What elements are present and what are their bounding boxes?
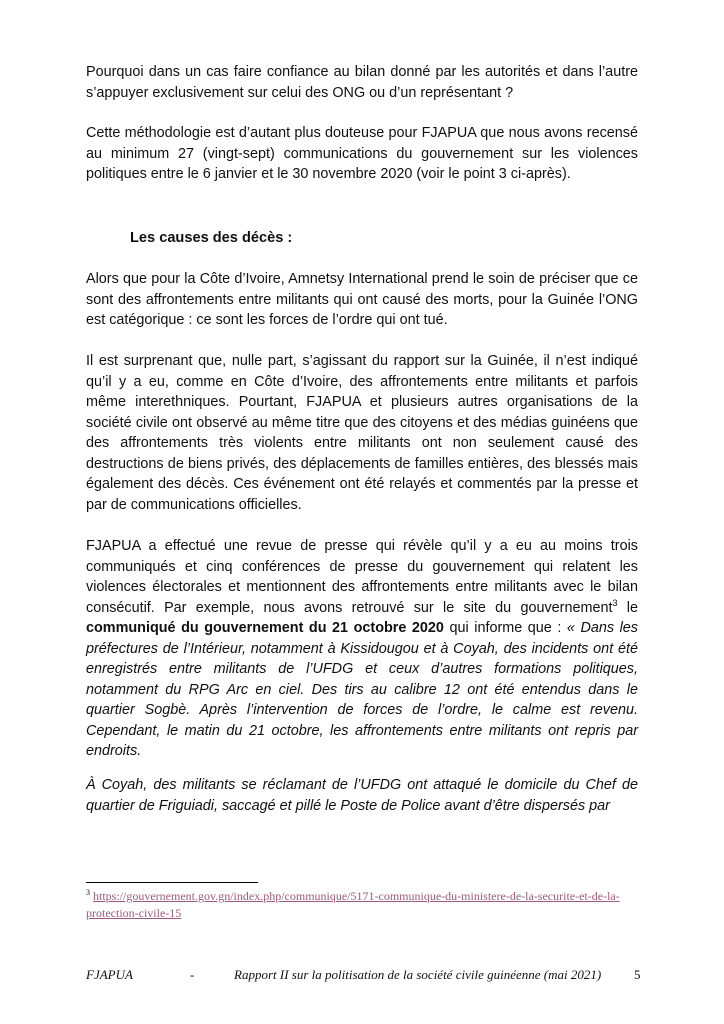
paragraph-5-intro: FJAPUA a effectué une revue de presse qui révèle qu’il y a eu au moins trois communiqués et cinq conférences de presse du gouvernement qui relatent les violences électorales et mentionnent des affrontements entre militants avec le bilan consécutif. Par exemple, nous avons retrouvé sur le site du gouvernement: [86, 538, 638, 616]
paragraph-5-mid: qui informe que :: [443, 620, 567, 636]
paragraph-2: Cette méthodologie est d’autant plus douteuse pour FJAPUA que nous avons recensé au minimum 27 (vingt-sept) communications du gouvernement sur les violences politiques entre le 6 janvier et le 30 novembre 2020 (voir le point 3 ci-après).: [86, 125, 638, 182]
section-heading: Les causes des décès :: [130, 230, 293, 246]
footnote-divider: [86, 882, 258, 883]
paragraph-1: Pourquoi dans un cas faire confiance au bilan donné par les autorités et dans l’autre s’appuyer exclusivement sur celui des ONG ou d’un représentant ?: [86, 64, 638, 101]
footnote-link[interactable]: https://gouvernement.gov.gn/index.php/communique/5171-communique-du-ministere-de-la-securite-et-de-la-protection-civile-15: [86, 889, 620, 920]
paragraph-4: Il est surprenant que, nulle part, s’agissant du rapport sur la Guinée, il n’est indiqué qu’il y a eu, comme en Côte d’Ivoire, des affrontements entre militants et parfois même interethniques. Pourtant, FJAPUA et plusieurs autres organisations de la société civile ont observé au même titre que des citoyens et des médias guinéens que des affrontements très violents entre militants ont non seulement causé des destructions de biens privés, des déplacements de familles entières, des blessés mais également des décès. Ces événement ont été relayés et commentés par la presse et par de communications officielles.: [86, 353, 638, 513]
footnote-reference[interactable]: 3: [612, 597, 618, 608]
footnote: [86, 888, 646, 922]
page-number: 5: [634, 967, 641, 982]
footer-org: FJAPUA: [86, 967, 133, 982]
paragraph-6: À Coyah, des militants se réclamant de l’UFDG ont attaqué le domicile du Chef de quartier de Friguiadi, saccagé et pillé le Poste de Police avant d’être dispersés par: [86, 777, 638, 814]
footer-separator: -: [190, 967, 195, 982]
communique-title: communiqué du gouvernement du 21 octobre 2020: [86, 620, 444, 636]
footnote-number: 3: [86, 888, 90, 897]
communique-quote: « Dans les préfectures de l’Intérieur, notamment à Kissidougou et à Coyah, des incidents ont été enregistrés entre militants de l’UFDG et ceux d’autres formations politiques, notamment du RPG Arc en ciel. Des tirs au calibre 12 ont été entendus dans le quartier Sogbè. Après l’intervention de forces de l’ordre, le calme est revenu. Cependant, le matin du 21 octobre, les affrontements entre militants ont repris par endroits.: [86, 620, 638, 759]
paragraph-5-le: le: [626, 599, 638, 616]
footer-title: Rapport II sur la politisation de la société civile guinéenne (mai 2021): [234, 967, 602, 982]
paragraph-3: Alors que pour la Côte d’Ivoire, Amnetsy International prend le soin de préciser que ce sont des affrontements entre militants qui ont causé des morts, pour la Guinée l’ONG est catégorique : ce sont les forces de l’ordre qui ont tué.: [86, 271, 638, 328]
paragraph-5: [86, 536, 638, 762]
